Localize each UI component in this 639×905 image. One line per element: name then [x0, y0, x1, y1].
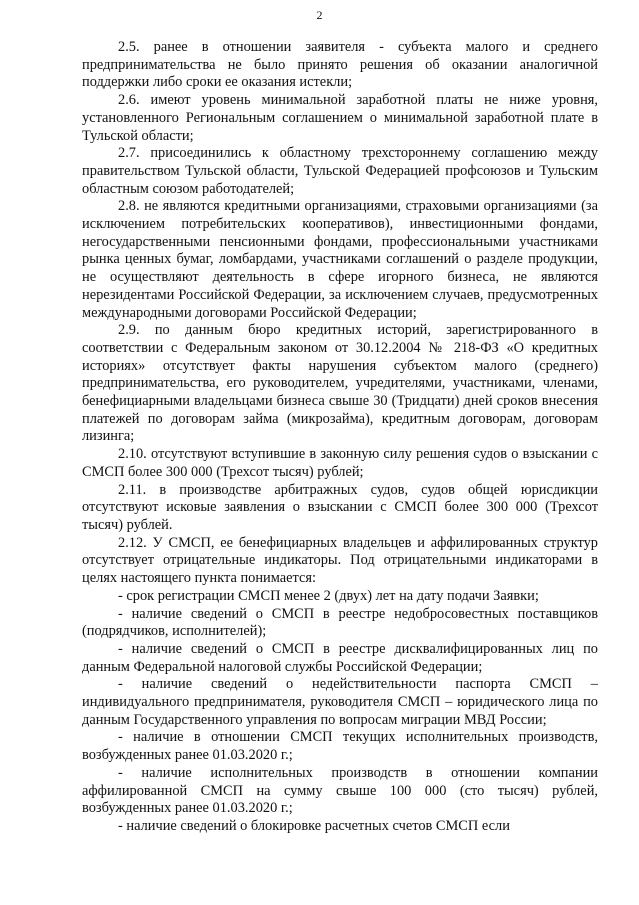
indicator-item: - срок регистрации СМСП менее 2 (двух) лет на дату подачи Заявки;: [118, 587, 539, 604]
paragraph-2-12: 2.12. У СМСП, ее бенефициарных владельцев и аффилированных структур отсутствует отрицательные индикаторы. Под отрицательными индикаторами в целях настоящего пункта понимается:: [82, 534, 598, 587]
indicator-item: - наличие сведений о блокировке расчетных счетов СМСП если: [118, 817, 510, 834]
paragraph-2-11: 2.11. в производстве арбитражных судов, судов общей юрисдикции отсутствуют исковые заявления о взыскании с СМСП более 300 000 (Трехсот тысяч) рублей.: [82, 481, 598, 533]
indicator-item: - наличие сведений о недействительности паспорта СМСП – индивидуального предпринимателя, руководителя СМСП – юридического лица по данным Государственного управления по вопросам миграции МВД России;: [82, 676, 598, 728]
indicator-item: - наличие исполнительных производств в отношении компании аффилированной СМСП на сумму свыше 100 000 (сто тысяч) рублей, возбужденных ранее 01.03.2020 г.;: [82, 764, 598, 817]
paragraph-2-5: 2.5. ранее в отношении заявителя - субъекта малого и среднего предпринимательства не было принято решения об оказании аналогичной поддержки либо сроки ее оказания истекли;: [82, 39, 598, 91]
indicator-item: - наличие сведений о СМСП в реестре недобросовестных поставщиков (подрядчиков, исполнителей);: [82, 605, 598, 640]
indicator-item: - наличие в отношении СМСП текущих исполнительных производств, возбужденных ранее 01.03.2020 г.;: [82, 729, 598, 764]
paragraph-2-10: 2.10. отсутствуют вступившие в законную силу решения судов о взыскании с СМСП более 300 000 (Трехсот тысяч) рублей;: [82, 446, 598, 480]
paragraph-2-8: 2.8. не являются кредитными организациями, страховыми организациями (за исключением потребительских кооперативов), инвестиционными фондами, негосударственными пенсионными фондами, профессиональными участниками рынка ценных бумаг, ломбардами, участниками соглашений о разделе продукции, не осуществляют деятельность в сфере игорного бизнеса, не являются нерезидентами Российской Федерации, за исключением случаев, предусмотренных международными договорами Российской Федерации;: [82, 198, 598, 321]
indicator-item: - наличие сведений о СМСП в реестре дисквалифицированных лиц по данным Федеральной налоговой службы Российской Федерации;: [82, 640, 598, 675]
paragraph-2-9: 2.9. по данным бюро кредитных историй, зарегистрированного в соответствии с Федеральным законом от 30.12.2004 № 218-ФЗ «О кредитных историях» отсутствует факты нарушения субъектом малого (среднего) предпринимательства, его руководителем, учредителями, участниками, членами, бенефициарными владельцами бизнеса свыше 30 (Тридцати) дней сроков внесения платежей по договорам займа (микрозайма), кредитным договорам, договорам лизинга;: [82, 322, 598, 445]
paragraph-2-7: 2.7. присоединились к областному трехстороннему соглашению между правительством Тульской области, Тульской Федерацией профсоюзов и Тульским областным союзом работодателей;: [82, 145, 598, 197]
document-body: [82, 39, 598, 836]
page-number: 2: [316, 8, 323, 22]
paragraph-2-6: 2.6. имеют уровень минимальной заработной платы не ниже уровня, установленного Региональным соглашением о минимальной заработной плате в Тульской области;: [82, 92, 598, 144]
